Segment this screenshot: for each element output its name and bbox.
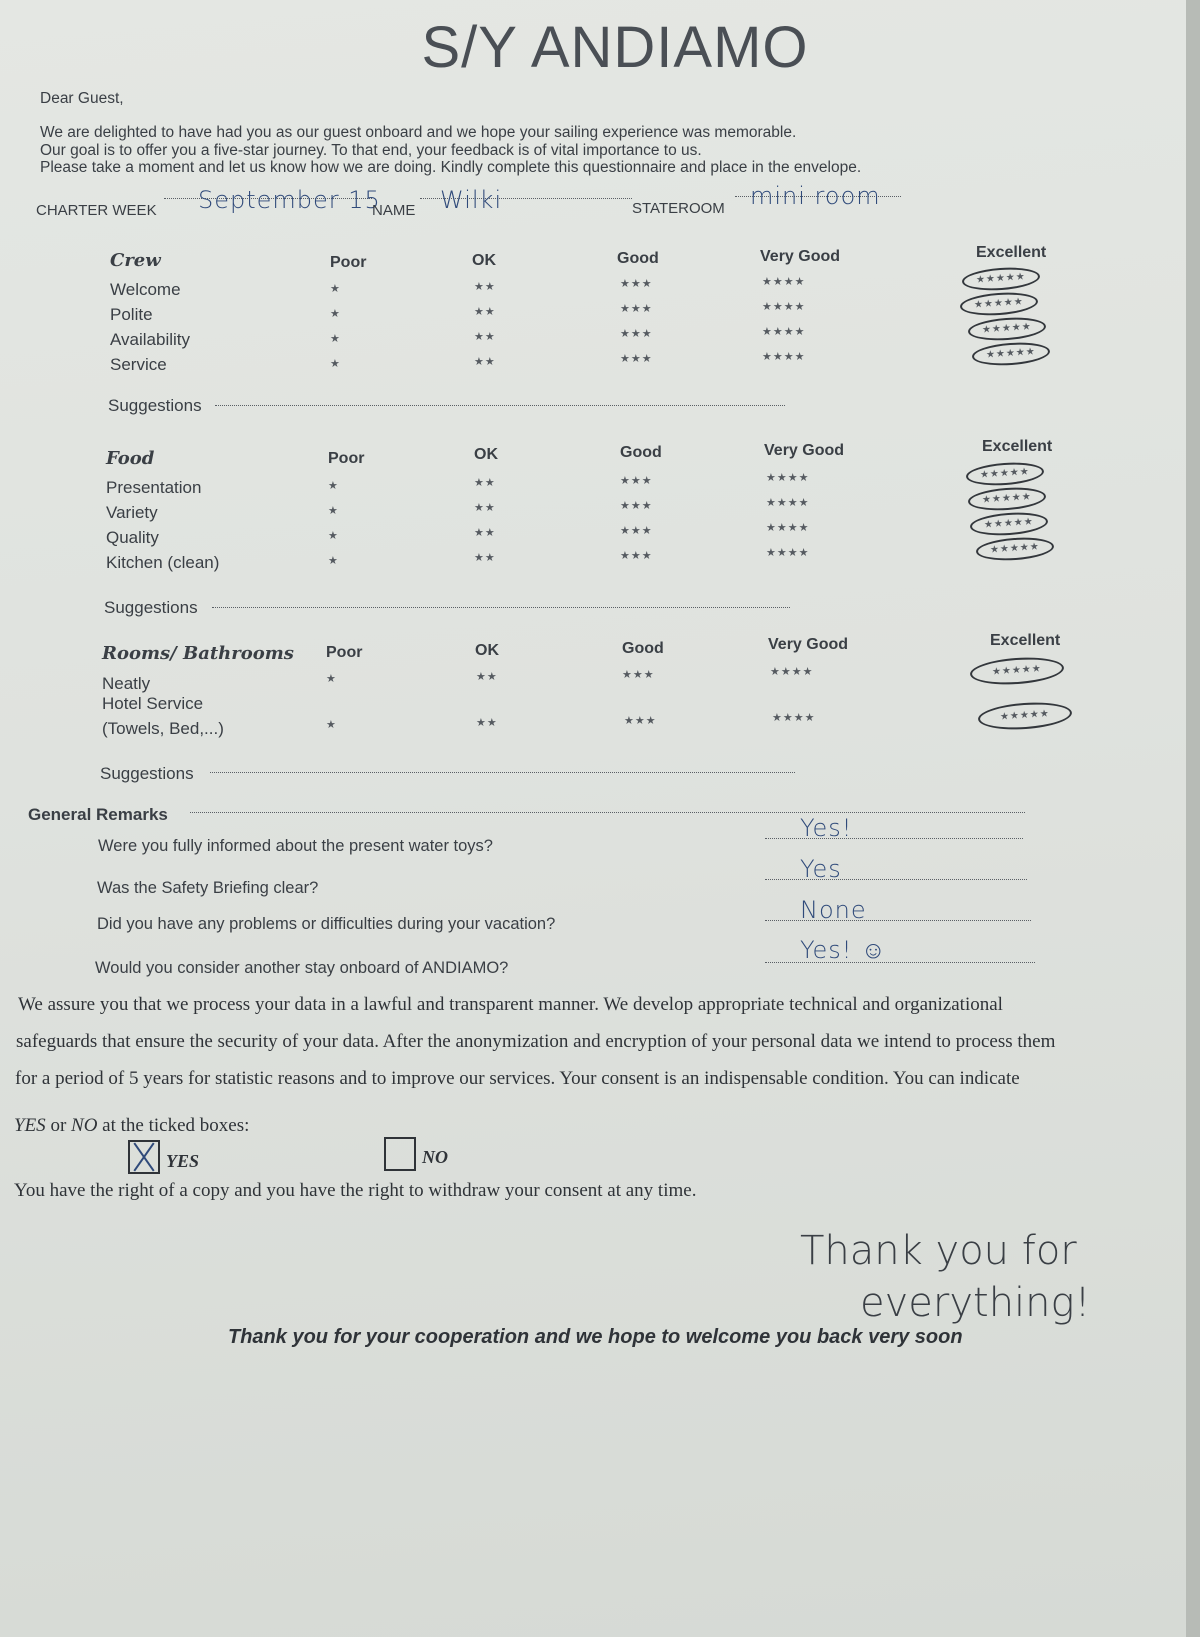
rating-3[interactable]: ★★★: [620, 303, 653, 315]
rating-3[interactable]: ★★★: [620, 475, 653, 487]
rating-4[interactable]: ★★★★: [772, 712, 816, 724]
food-item-quality: Quality: [106, 528, 159, 547]
rating-3[interactable]: ★★★: [624, 715, 657, 727]
rating-1[interactable]: ★: [330, 308, 341, 320]
answer-another-stay[interactable]: Yes! ☺: [800, 936, 887, 964]
question-water-toys: Were you fully informed about the present water toys?: [98, 837, 493, 855]
rating-2[interactable]: ★★: [474, 356, 496, 368]
rating-5-selected[interactable]: ★★★★★: [967, 485, 1046, 512]
intro-line-1: We are delighted to have had you as our guest onboard and we hope your sailing experience was memorable.: [40, 124, 797, 141]
crew-item-welcome: Welcome: [110, 280, 181, 299]
rating-2[interactable]: ★★: [474, 527, 496, 539]
general-remarks-label: General Remarks: [28, 805, 168, 824]
consent-yes-word: YES: [14, 1115, 46, 1136]
question-another-stay: Would you consider another stay onboard of ANDIAMO?: [95, 959, 509, 977]
intro-line-2: Our goal is to offer you a five-star journey. To that end, your feedback is of vital importance to us.: [40, 142, 702, 159]
header-ok: OK: [472, 252, 496, 269]
food-item-variety: Variety: [106, 503, 158, 522]
greeting: Dear Guest,: [40, 90, 124, 107]
header-ok: OK: [475, 642, 499, 659]
section-title-crew: Crew: [110, 250, 161, 271]
header-excellent: Excellent: [976, 244, 1047, 261]
rating-4[interactable]: ★★★★: [762, 301, 806, 313]
consent-no-word: NO: [71, 1115, 98, 1136]
rating-1[interactable]: ★: [326, 673, 337, 685]
charter-week-label: CHARTER WEEK: [36, 202, 157, 219]
food-item-kitchen: Kitchen (clean): [106, 553, 220, 572]
rating-1[interactable]: ★: [330, 283, 341, 295]
rating-5-selected[interactable]: ★★★★★: [977, 700, 1072, 732]
header-poor: Poor: [328, 450, 365, 467]
rating-2[interactable]: ★★: [476, 671, 498, 683]
header-excellent: Excellent: [982, 438, 1053, 455]
rating-1[interactable]: ★: [328, 555, 339, 567]
food-suggestions-label: Suggestions: [104, 598, 198, 617]
rating-5-selected[interactable]: ★★★★★: [965, 460, 1044, 487]
consent-yes-label: YES: [166, 1151, 200, 1171]
crew-item-service: Service: [110, 355, 167, 374]
rating-2[interactable]: ★★: [476, 717, 498, 729]
rating-1[interactable]: ★: [326, 719, 337, 731]
rating-4[interactable]: ★★★★: [762, 276, 806, 288]
food-suggestions-field[interactable]: [212, 607, 790, 608]
rating-3[interactable]: ★★★: [620, 353, 653, 365]
intro-line-3: Please take a moment and let us know how we are doing. Kindly complete this questionnaire and place in the envelope.: [40, 159, 862, 176]
crew-item-availability: Availability: [110, 330, 191, 349]
rating-5-selected[interactable]: ★★★★★: [959, 290, 1038, 317]
rating-5-selected[interactable]: ★★★★★: [961, 265, 1040, 292]
consent-no-checkbox[interactable]: [384, 1137, 416, 1171]
rooms-item-hotel-service: Hotel Service: [102, 694, 204, 713]
rating-2[interactable]: ★★: [474, 552, 496, 564]
header-very-good: Very Good: [764, 442, 845, 459]
header-very-good: Very Good: [760, 248, 841, 265]
rooms-item-neatly: Neatly: [102, 674, 151, 693]
page-title: S/Y ANDIAMO: [421, 15, 809, 80]
crew-suggestions-field[interactable]: [215, 405, 785, 406]
consent-line-3: for a period of 5 years for statistic reasons and to improve our services. Your consent is an indispensable condition. You can indicate: [15, 1068, 1020, 1089]
header-poor: Poor: [330, 254, 367, 271]
header-poor: Poor: [326, 644, 363, 661]
handwritten-note-line-1: Thank you for: [800, 1228, 1077, 1274]
consent-line-4: [14, 1115, 249, 1137]
rating-3[interactable]: ★★★: [620, 525, 653, 537]
food-item-presentation: Presentation: [106, 478, 202, 497]
rating-2[interactable]: ★★: [474, 331, 496, 343]
rating-2[interactable]: ★★: [474, 281, 496, 293]
consent-line-2: safeguards that ensure the security of your data. After the anonymization and encryption of your personal data we intend to process them: [16, 1031, 1056, 1052]
general-remarks-field[interactable]: [190, 812, 1025, 813]
rating-5-selected[interactable]: ★★★★★: [975, 535, 1054, 562]
answer-water-toys[interactable]: Yes!: [800, 814, 853, 842]
rating-5-selected[interactable]: ★★★★★: [969, 655, 1064, 687]
rating-5-selected[interactable]: ★★★★★: [971, 340, 1050, 367]
consent-line-1: We assure you that we process your data in a lawful and transparent manner. We develop appropriate technical and organizational: [18, 994, 1003, 1015]
question-problems: Did you have any problems or difficulties during your vacation?: [97, 915, 556, 933]
header-good: Good: [620, 444, 662, 461]
rating-3[interactable]: ★★★: [620, 500, 653, 512]
answer-problems[interactable]: None: [800, 896, 867, 924]
consent-rights-text: You have the right of a copy and you have the right to withdraw your consent at any time.: [14, 1180, 697, 1201]
answer-safety-briefing[interactable]: Yes: [800, 855, 842, 883]
header-good: Good: [622, 640, 664, 657]
rating-4[interactable]: ★★★★: [766, 522, 810, 534]
header-very-good: Very Good: [768, 636, 849, 653]
rooms-suggestions-field[interactable]: [210, 772, 795, 773]
rating-5-selected[interactable]: ★★★★★: [969, 510, 1048, 537]
rating-4[interactable]: ★★★★: [766, 547, 810, 559]
stateroom-label: STATEROOM: [632, 200, 725, 217]
header-ok: OK: [474, 446, 498, 463]
header-good: Good: [617, 250, 659, 267]
rating-4[interactable]: ★★★★: [766, 497, 810, 509]
rating-2[interactable]: ★★: [474, 306, 496, 318]
rating-5-selected[interactable]: ★★★★★: [967, 315, 1046, 342]
handwritten-note-line-2: everything!: [860, 1280, 1091, 1326]
name-label: NAME: [372, 202, 416, 219]
crew-item-polite: Polite: [110, 305, 153, 324]
consent-yes-checkbox[interactable]: [128, 1140, 160, 1174]
section-title-rooms: Rooms/ Bathrooms: [102, 643, 294, 664]
consent-tail: at the ticked boxes:: [97, 1115, 250, 1136]
consent-or-word: or: [45, 1115, 72, 1136]
header-excellent: Excellent: [990, 632, 1061, 649]
rating-2[interactable]: ★★: [474, 502, 496, 514]
rating-1[interactable]: ★: [328, 505, 339, 517]
name-field[interactable]: Wilki: [440, 186, 503, 214]
rating-4[interactable]: ★★★★: [766, 472, 810, 484]
rating-3[interactable]: ★★★: [620, 278, 653, 290]
rating-4[interactable]: ★★★★: [770, 666, 814, 678]
rating-3[interactable]: ★★★: [620, 328, 653, 340]
rating-3[interactable]: ★★★: [620, 550, 653, 562]
rating-2[interactable]: ★★: [474, 477, 496, 489]
rating-1[interactable]: ★: [330, 333, 341, 345]
rating-1[interactable]: ★: [328, 480, 339, 492]
section-title-food: Food: [106, 448, 155, 469]
question-safety-briefing: Was the Safety Briefing clear?: [97, 879, 319, 897]
closing-thank-you: Thank you for your cooperation and we hope to welcome you back very soon: [228, 1326, 963, 1348]
rating-1[interactable]: ★: [330, 358, 341, 370]
rooms-item-towels-bed: (Towels, Bed,...): [102, 719, 224, 738]
rating-1[interactable]: ★: [328, 530, 339, 542]
consent-no-label: NO: [422, 1147, 448, 1167]
rating-3[interactable]: ★★★: [622, 669, 655, 681]
crew-suggestions-label: Suggestions: [108, 396, 202, 415]
paper-edge: [1186, 0, 1200, 1637]
stateroom-field[interactable]: mini room: [750, 182, 881, 210]
rating-4[interactable]: ★★★★: [762, 326, 806, 338]
charter-week-field[interactable]: September 15: [198, 186, 381, 214]
rating-4[interactable]: ★★★★: [762, 351, 806, 363]
rooms-suggestions-label: Suggestions: [100, 764, 194, 783]
